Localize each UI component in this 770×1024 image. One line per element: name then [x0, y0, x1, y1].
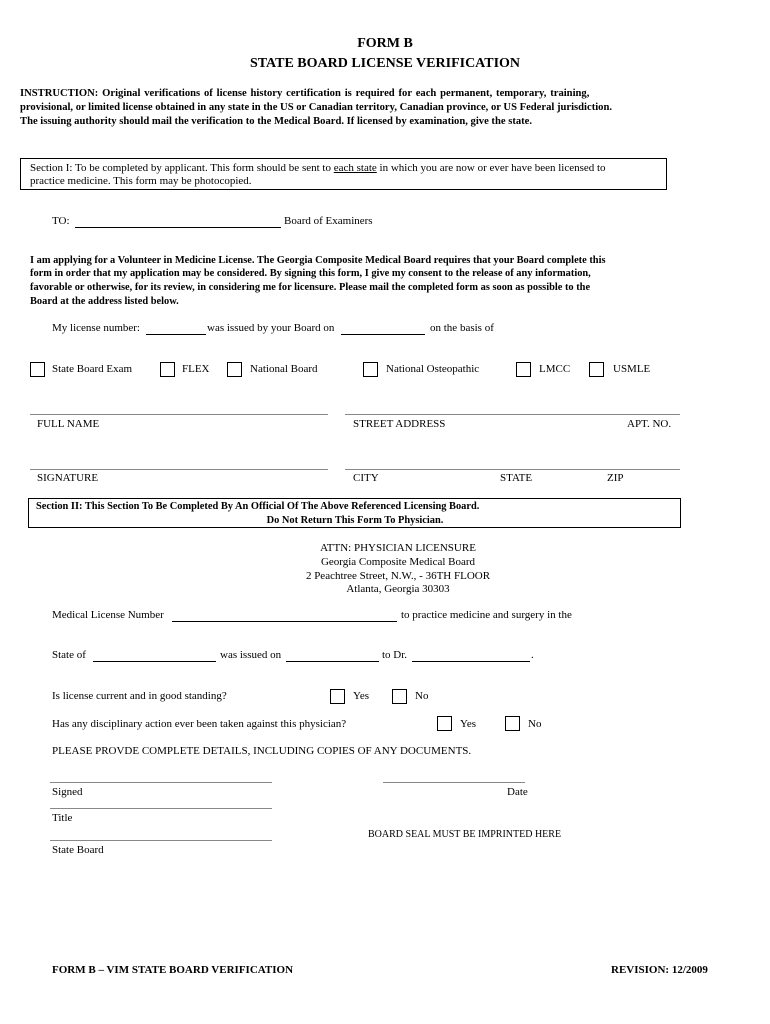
basis-label: on the basis of — [430, 322, 494, 334]
signed-field[interactable] — [50, 782, 272, 783]
instruction-line-2: provisional, or limited license obtained in any state in the US or Canadian territory, Canadian province, or US Federal jurisdiction. — [20, 102, 612, 113]
section-2-line-1: Section II: This Section To Be Completed By An Official Of The Above Referenced Licensing Board. — [36, 501, 480, 512]
signed-label: Signed — [52, 786, 83, 798]
form-title: STATE BOARD LICENSE VERIFICATION — [249, 56, 521, 71]
doctor-name-field[interactable] — [412, 661, 530, 662]
street-address-label: STREET ADDRESS — [353, 418, 446, 430]
details-instruction: PLEASE PROVDE COMPLETE DETAILS, INCLUDING COPIES OF ANY DOCUMENTS. — [52, 745, 472, 757]
national-board-checkbox[interactable] — [227, 362, 242, 377]
flex-label: FLEX — [182, 363, 210, 375]
state-board-label: State Board — [52, 844, 104, 856]
footer-form-name: FORM B – VIM STATE BOARD VERIFICATION — [52, 964, 294, 976]
address-city: Atlanta, Georgia 30303 — [346, 583, 450, 595]
state-board-exam-label: State Board Exam — [52, 363, 133, 375]
issued-on-label: was issued on — [220, 649, 282, 661]
issue-date-field[interactable] — [341, 334, 425, 335]
good-standing-no-label: No — [415, 690, 429, 702]
instruction-line-3: The issuing authority should mail the verification to the Medical Board. If licensed by examination, give the state. — [20, 116, 533, 127]
state-board-exam-checkbox[interactable] — [30, 362, 45, 377]
flex-checkbox[interactable] — [160, 362, 175, 377]
address-attn: ATTN: PHYSICIAN LICENSURE — [320, 542, 476, 554]
full-name-label: FULL NAME — [37, 418, 100, 430]
issued-on-field[interactable] — [286, 661, 379, 662]
to-label: TO: — [52, 215, 70, 227]
board-of-examiners-label: Board of Examiners — [284, 215, 373, 227]
applying-line-4: Board at the address listed below. — [30, 296, 179, 307]
date-label: Date — [507, 786, 528, 798]
apt-no-label: APT. NO. — [627, 418, 672, 430]
to-dr-label: to Dr. — [382, 649, 408, 661]
lmcc-checkbox[interactable] — [516, 362, 531, 377]
instruction-line-1: INSTRUCTION: Original verifications of license history certification is required for each permanent, temporary, training, — [20, 88, 590, 99]
my-license-number-label: My license number: — [52, 322, 140, 334]
address-org: Georgia Composite Medical Board — [320, 556, 476, 568]
city-state-zip-field[interactable] — [345, 469, 680, 470]
to-board-field[interactable] — [75, 227, 281, 228]
medical-license-number-label: Medical License Number — [52, 609, 164, 621]
period-mark: . — [531, 649, 534, 661]
footer-revision: REVISION: 12/2009 — [611, 964, 708, 976]
title-label: Title — [52, 812, 73, 824]
good-standing-yes-checkbox[interactable] — [330, 689, 345, 704]
state-of-field[interactable] — [93, 661, 216, 662]
section-2-line-2: Do Not Return This Form To Physician. — [266, 515, 444, 526]
section-1-line-1: Section I: To be completed by applicant. This form should be sent to each state in which you are now or ever have been licensed to — [30, 162, 606, 174]
national-osteopathic-label: National Osteopathic — [386, 363, 480, 375]
date-field[interactable] — [383, 782, 525, 783]
issued-by-board-label: was issued by your Board on — [207, 322, 335, 334]
address-street: 2 Peachtree Street, N.W., - 36TH FLOOR — [305, 570, 491, 582]
full-name-field[interactable] — [30, 414, 328, 415]
state-of-label: State of — [52, 649, 86, 661]
signature-field[interactable] — [30, 469, 328, 470]
zip-label: ZIP — [607, 472, 624, 484]
usmle-checkbox[interactable] — [589, 362, 604, 377]
section-1-line-2: practice medicine. This form may be photocopied. — [30, 175, 252, 187]
usmle-label: USMLE — [613, 363, 651, 375]
good-standing-yes-label: Yes — [353, 690, 370, 702]
medical-license-number-field[interactable] — [172, 621, 397, 622]
applying-line-1: I am applying for a Volunteer in Medicine License. The Georgia Composite Medical Board requires that your Board complete this — [30, 255, 606, 266]
disciplinary-question: Has any disciplinary action ever been taken against this physician? — [52, 718, 347, 730]
board-seal-note: BOARD SEAL MUST BE IMPRINTED HERE — [368, 829, 562, 840]
practice-medicine-label: to practice medicine and surgery in the — [401, 609, 572, 621]
disciplinary-yes-label: Yes — [460, 718, 477, 730]
license-number-field[interactable] — [146, 334, 206, 335]
applying-line-2: form in order that my application may be considered. By signing this form, I give my consent to the release of any information, — [30, 268, 591, 279]
good-standing-question: Is license current and in good standing? — [52, 690, 227, 702]
form-label: FORM B — [357, 36, 413, 51]
lmcc-label: LMCC — [539, 363, 571, 375]
state-label: STATE — [500, 472, 533, 484]
disciplinary-no-checkbox[interactable] — [505, 716, 520, 731]
signature-label: SIGNATURE — [37, 472, 99, 484]
good-standing-no-checkbox[interactable] — [392, 689, 407, 704]
disciplinary-yes-checkbox[interactable] — [437, 716, 452, 731]
disciplinary-no-label: No — [528, 718, 542, 730]
title-field[interactable] — [50, 808, 272, 809]
state-board-field[interactable] — [50, 840, 272, 841]
city-label: CITY — [353, 472, 379, 484]
street-address-field[interactable] — [345, 414, 680, 415]
national-osteopathic-checkbox[interactable] — [363, 362, 378, 377]
national-board-label: National Board — [250, 363, 318, 375]
applying-line-3: favorable or otherwise, for its review, in considering me for licensure. Please mail the completed form as soon as possible to the — [30, 282, 591, 293]
